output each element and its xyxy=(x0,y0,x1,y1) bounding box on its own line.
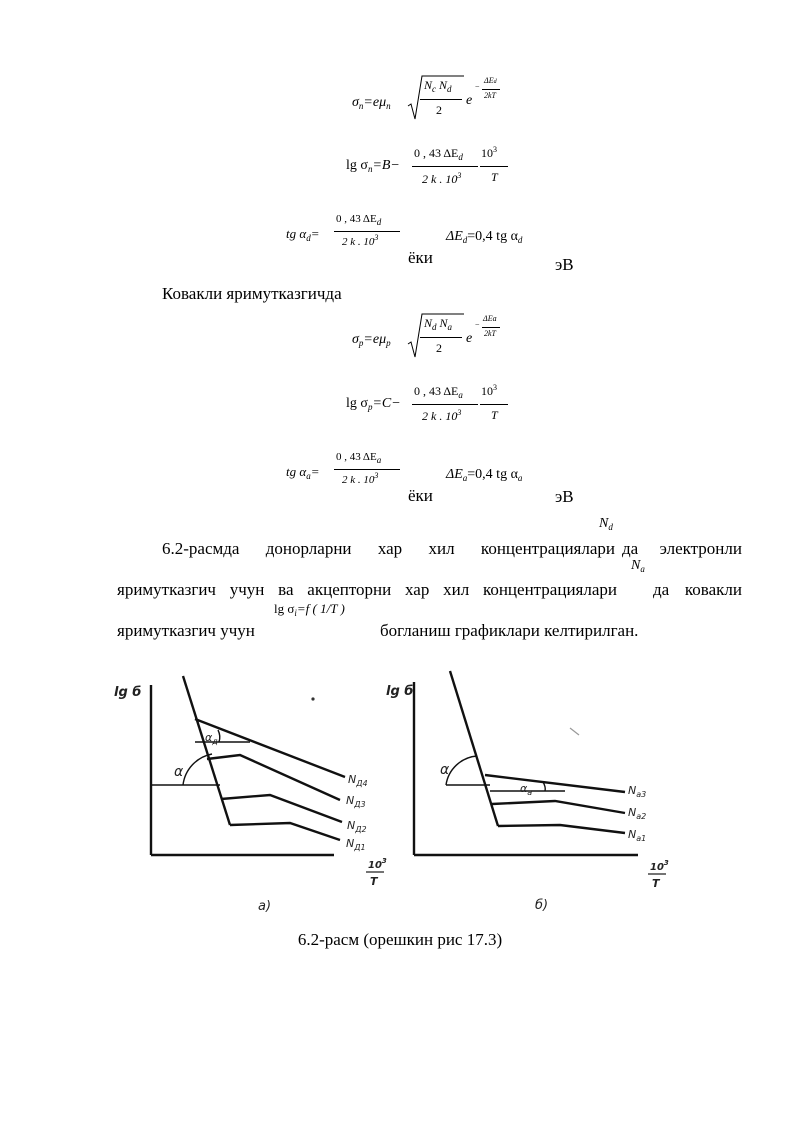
label-nd2: $N_{Д2}$ xyxy=(347,819,367,834)
figure-b xyxy=(380,650,680,920)
angle-arc-big xyxy=(446,756,477,785)
label-nd3: $N_{Д3}$ xyxy=(346,794,366,809)
intrinsic-line xyxy=(183,676,230,825)
or-word: ёки xyxy=(408,248,433,267)
unit-ev: эВ xyxy=(555,487,574,506)
curve-na3 xyxy=(485,775,625,792)
angle-arc-small xyxy=(218,730,220,742)
x-label-num: $10^3$ xyxy=(650,859,669,873)
angle-label-big: α xyxy=(440,762,450,778)
curve-nd2 xyxy=(221,795,342,822)
y-label: lg б xyxy=(114,685,142,700)
curve-nd3 xyxy=(207,755,340,800)
angle-label-big: α xyxy=(174,764,184,780)
label-nd4: $N_{Д4}$ xyxy=(348,773,368,788)
figure-a xyxy=(100,650,400,920)
x-label-den: T xyxy=(370,875,378,888)
sub-label-a: а) xyxy=(258,899,272,914)
angle-label-small: $\alpha_д$ xyxy=(205,731,218,746)
label-na1: $N_{a1}$ xyxy=(628,828,647,843)
figure-caption: 6.2-расм (орешкин рис 17.3) xyxy=(297,930,503,949)
sigma-n-lhs: σ xyxy=(352,95,359,110)
curve-nd1 xyxy=(230,823,340,840)
x-label-num: $10^3$ xyxy=(368,857,387,871)
curve-na1 xyxy=(498,825,625,833)
or-word: ёки xyxy=(408,486,433,505)
sub-label-b: б) xyxy=(535,898,549,913)
fraction-bar xyxy=(420,99,462,100)
angle-label-small: $\alpha_a$ xyxy=(520,782,533,797)
curve-na2 xyxy=(492,801,625,813)
label-nd1: $N_{Д1}$ xyxy=(346,837,366,852)
intrinsic-line xyxy=(450,671,498,826)
label-na2: $N_{a2}$ xyxy=(628,806,647,821)
heading-p-type: Ковакли яримутказгичда xyxy=(162,284,342,303)
unit-ev: эВ xyxy=(555,255,574,274)
y-label: lg б xyxy=(386,684,414,699)
x-label-den: T xyxy=(652,877,660,890)
label-na3: $N_{a3}$ xyxy=(628,784,647,799)
